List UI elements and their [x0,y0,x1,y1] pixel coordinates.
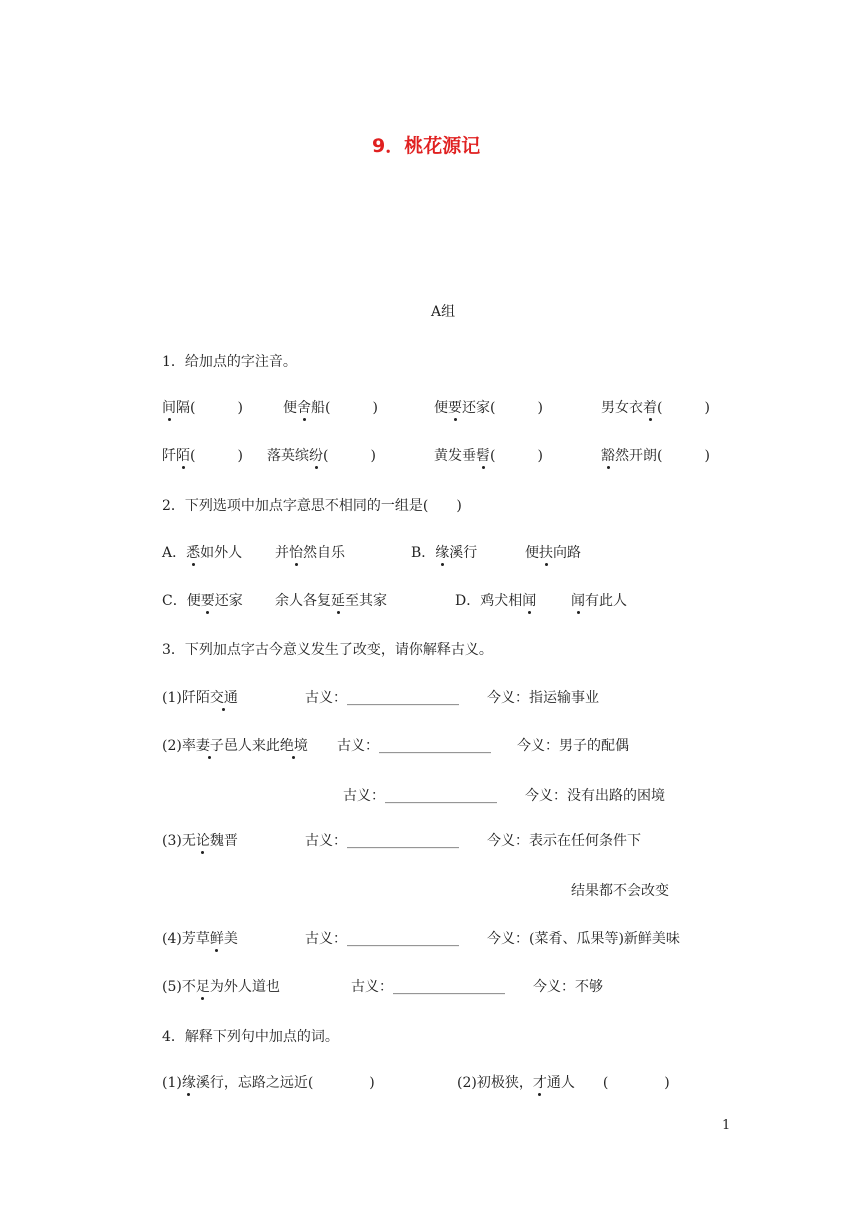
q3-item-1-jin: 今义：指运输事业 [487,690,599,706]
option-b-pair [525,543,581,563]
phrase-text: 率 [181,738,196,754]
dotted-char: 妻子 [195,738,224,754]
gu-label: 古义： [343,788,385,804]
item-text-pre: 初极狭， [476,1075,533,1091]
dotted-char: 交通 [209,690,238,706]
question-1-stem: 1．给加点的字注音。 [162,354,297,370]
dotted-char: 闻 [522,593,537,609]
item-text: ( ) [323,448,376,464]
option-text: 如外人 [200,545,243,561]
phrase-text: 美 [223,931,238,947]
q3-item-2-jin: 今义：男子的配偶 [517,738,629,754]
q3-item-1-gu [305,688,459,708]
item-text-pre: 落英缤 [267,448,309,464]
answer-blank[interactable]: ________________ [347,931,459,947]
item-text: 通人 ( ) [546,1075,670,1091]
dotted-char: 要 [448,400,462,416]
dotted-char: 着 [643,400,657,416]
dotted-char: 扶 [539,545,553,561]
dotted-char: 足 [195,979,210,995]
item-text-pre: 黄发垂 [434,448,476,464]
option-c-pair [275,591,387,611]
dotted-char: 才 [532,1075,547,1091]
item-number: (3) [162,833,182,849]
q3-item-3-gu [305,831,459,851]
gu-label: 古义： [305,690,347,706]
q3-item-5-jin: 今义：不够 [533,979,603,995]
option-a-pair [275,543,345,563]
option-b-label [411,543,477,563]
option-label: A． [162,545,187,561]
dotted-char: 缘 [435,545,450,561]
item-text: 还家( ) [462,400,543,416]
group-heading: A组 [431,304,456,320]
q1-item-5 [162,446,243,466]
option-text-pre: 便 [525,545,539,561]
question-3-stem: 3．下列加点字古今意义发生了改变，请你解释古义。 [162,642,493,658]
option-text: 还家 [214,593,243,609]
q1-item-1 [162,398,243,418]
phrase-text: 芳草 [181,931,210,947]
q1-item-8 [601,446,710,466]
q4-item-2 [457,1073,670,1093]
dotted-char: 缘 [181,1075,196,1091]
item-text: 船( ) [311,400,378,416]
option-text-pre: 并 [275,545,289,561]
question-2-stem: 2．下列选项中加点字意思不相同的一组是( ) [162,498,462,514]
phrase-text: 阡陌 [181,690,210,706]
option-text: 有此人 [585,593,627,609]
q3-item-3-jin-cont: 结果都不会改变 [571,883,669,899]
dotted-char: 髫 [476,448,490,464]
question-4-stem: 4．解释下列句中加点的词。 [162,1029,339,1045]
item-number: (2) [457,1075,477,1091]
dotted-char: 纷 [309,448,323,464]
item-text-pre: 阡 [162,448,176,464]
dotted-char: 间 [162,400,176,416]
option-d-pair [571,591,627,611]
phrase-text: 无 [181,833,196,849]
option-label: B． [411,545,436,561]
phrase-text: 魏晋 [209,833,238,849]
item-number: (5) [162,979,182,995]
item-text: ( ) [490,448,543,464]
dotted-char: 延 [331,593,345,609]
q3-item-5-phrase [162,977,280,997]
dotted-char: 豁 [601,448,615,464]
dotted-char: 陌 [176,448,190,464]
item-number: (4) [162,931,182,947]
dotted-char: 论 [195,833,210,849]
dotted-char: 鲜 [209,931,224,947]
item-number: (1) [162,1075,182,1091]
option-text: 溪行 [449,545,478,561]
option-text: 至其家 [345,593,387,609]
phrase-text: 邑人来此 [223,738,280,754]
gu-label: 古义： [337,738,379,754]
q1-item-6 [267,446,376,466]
dotted-char: 要 [200,593,215,609]
option-text: 然自乐 [303,545,345,561]
dotted-char: 舍 [297,400,311,416]
answer-blank[interactable]: ________________ [347,690,459,706]
dotted-char: 怡 [289,545,303,561]
answer-blank[interactable]: ________________ [393,979,505,995]
item-text-pre: 便 [283,400,297,416]
item-number: (1) [162,690,182,706]
q3-item-4-jin: 今义：(菜肴、瓜果等)新鲜美味 [487,931,680,947]
page-title: 9．桃花源记 [372,135,481,157]
option-text-pre: 鸡犬相 [480,593,523,609]
answer-blank[interactable]: ________________ [385,788,497,804]
item-text: ( ) [657,400,710,416]
q3-item-1-phrase [162,688,238,708]
q3-item-2-phrase [162,736,308,756]
option-label: C． [162,593,187,609]
q3-item-4-gu [305,929,459,949]
item-text: 然开朗( ) [615,448,710,464]
gu-label: 古义： [305,931,347,947]
option-text-pre: 余人各复 [275,593,331,609]
option-label: D． [455,593,481,609]
answer-blank[interactable]: ________________ [347,833,459,849]
q3-item-2-gu [337,736,491,756]
q3-item-4-phrase [162,929,238,949]
item-text: 溪行，忘路之远近( ) [195,1075,375,1091]
item-text: ( ) [190,448,243,464]
q3-item-2b-jin: 今义：没有出路的困境 [525,788,665,804]
q1-item-7 [434,446,543,466]
dotted-char: 闻 [571,593,585,609]
item-text-pre: 便 [434,400,448,416]
page-number: 1 [722,1118,731,1133]
item-text: 隔( ) [176,400,243,416]
phrase-text: 不 [181,979,196,995]
answer-blank[interactable]: ________________ [379,738,491,754]
gu-label: 古义： [305,833,347,849]
item-text-pre: 男女衣 [601,400,643,416]
option-d-label [455,591,536,611]
dotted-char: 绝境 [279,738,308,754]
dotted-char: 悉 [186,545,201,561]
phrase-text: 为外人道也 [209,979,280,995]
q3-item-5-gu [351,977,505,997]
q1-item-2 [283,398,378,418]
q1-item-3 [434,398,543,418]
option-a-label [162,543,242,563]
option-text-pre: 便 [186,593,201,609]
q3-item-3-jin: 今义：表示在任何条件下 [487,833,641,849]
q3-item-3-phrase [162,831,238,851]
option-text: 向路 [553,545,581,561]
q4-item-1 [162,1073,375,1093]
option-c-label [162,591,243,611]
item-number: (2) [162,738,182,754]
q3-item-2b-gu [343,786,497,806]
q1-item-4 [601,398,710,418]
gu-label: 古义： [351,979,393,995]
